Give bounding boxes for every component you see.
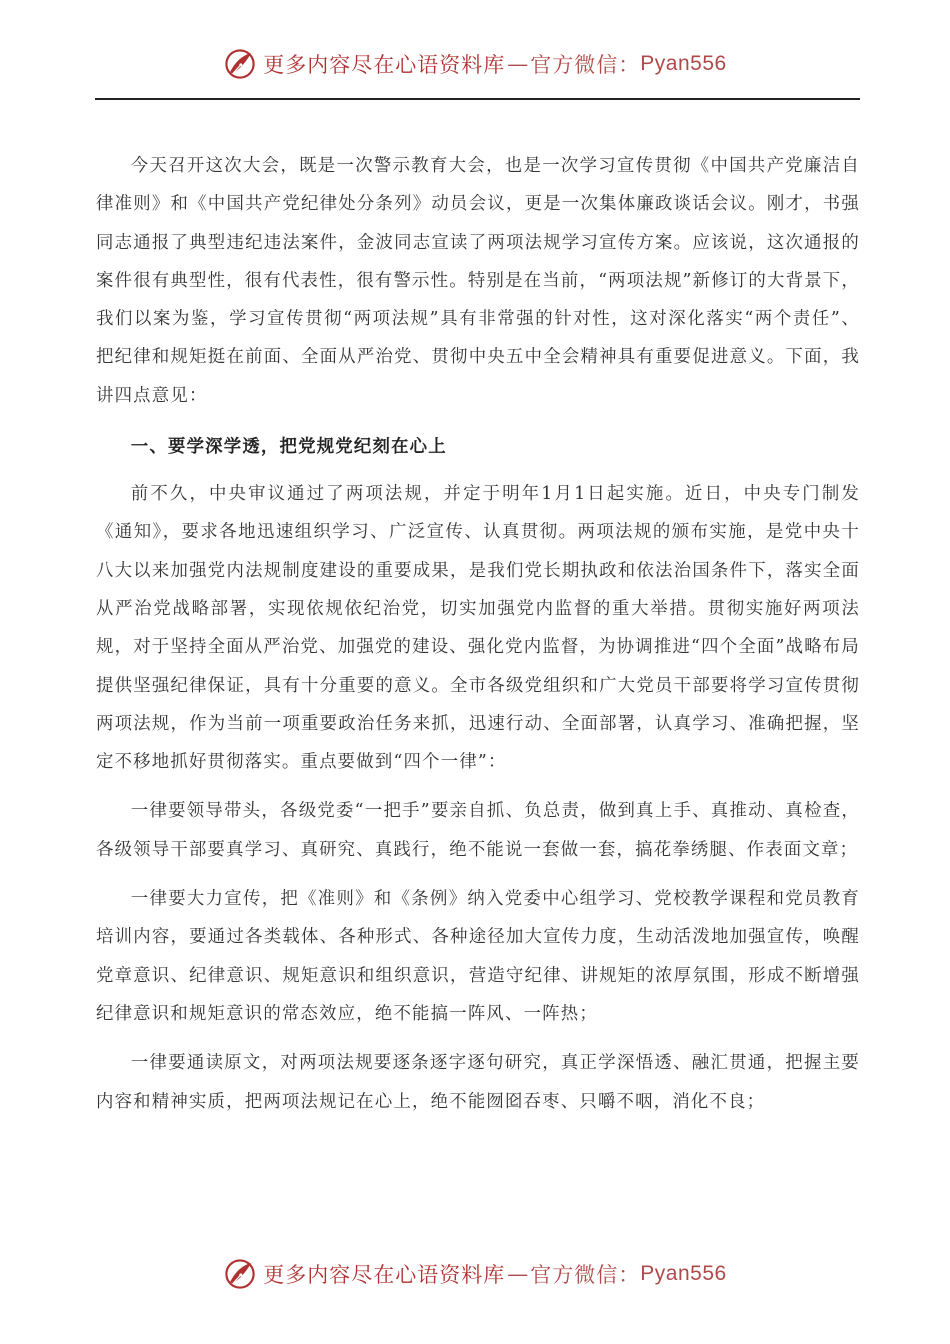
header-divider [95,98,860,100]
point-paragraph-3: 一律要通读原文，对两项法规要逐条逐字逐句研究，真正学深悟透、融汇贯通，把握主要内容和精神实质，把两项法规记在心上，绝不能囫囵吞枣、只嚼不咽，消化不良； [96,1053,860,1112]
page-header [0,44,950,84]
page-footer [0,1254,950,1294]
point-paragraph-2: 一律要大力宣传，把《准则》和《条例》纳入党委中心组学习、党校教学课程和党员教育培训内容，要通过各类载体、各种形式、各种途径加大宣传力度，生动活泼地加强宣传，唤醒党章意识、纪律意识、规矩意识和组织意识，营造守纪律、讲规矩的浓厚氛围，形成不断增强纪律意识和规矩意识的常态效应，绝不能搞一阵风、一阵热； [96,889,860,1024]
footer-wechat-label: 官方微信： [530,1263,641,1287]
point-paragraph-1: 一律要领导带头，各级党委“一把手”要亲自抓、负总责，做到真上手、真推动、真检查，各级领导干部要真学习、真研究、真践行，绝不能说一套做一套，搞花拳绣腿、作表面文章； [96,801,860,860]
footer-wechat-id: Pyan556 [640,1262,727,1285]
document-body [96,147,860,1121]
pen-nib-logo-icon [223,1257,257,1291]
pen-nib-logo-icon [223,47,257,81]
footer-separator: — [507,1262,529,1286]
section-paragraph: 前不久，中央审议通过了两项法规，并定于明年1月1日起实施。近日，中央专门制发《通知》，要求各地迅速组织学习、广泛宣传、认真贯彻。两项法规的颁布实施，是党中央十八大以来加强党内法规制度建设的重要成果，是我们党长期执政和依法治国条件下，落实全面从严治党战略部署，实现依规依纪治党，切实加强党内监督的重大举措。贯彻实施好两项法规，对于坚持全面从严治党、加强党的建设、强化党内监督，为协调推进“四个全面”战略布局提供坚强纪律保证，具有十分重要的意义。全市各级党组织和广大党员干部要将学习宣传贯彻两项法规，作为当前一项重要政治任务来抓，迅速行动、全面部署，认真学习、准确把握，坚定不移地抓好贯彻落实。重点要做到“四个一律”： [96,484,860,773]
section-heading: 一、要学深学透，把党规党纪刻在心上 [130,437,447,458]
footer-brand-text: 更多内容尽在心语资料库 [263,1263,506,1287]
header-wechat-label: 官方微信： [530,53,641,77]
header-wechat-id: Pyan556 [640,52,727,75]
intro-paragraph: 今天召开这次大会，既是一次警示教育大会，也是一次学习宣传贯彻《中国共产党廉洁自律准则》和《中国共产党纪律处分条列》动员会议，更是一次集体廉政谈话会议。刚才，书强同志通报了典型违纪违法案件，金波同志宣读了两项法规学习宣传方案。应该说，这次通报的案件很有典型性，很有代表性，很有警示性。特别是在当前，“两项法规”新修订的大背景下，我们以案为鉴，学习宣传贯彻“两项法规”具有非常强的针对性，这对深化落实“两个责任”、把纪律和规矩挺在前面、全面从严治党、贯彻中央五中全会精神具有重要促进意义。下面，我讲四点意见： [96,156,860,406]
header-separator: — [507,52,529,76]
header-brand-text: 更多内容尽在心语资料库 [263,53,506,77]
